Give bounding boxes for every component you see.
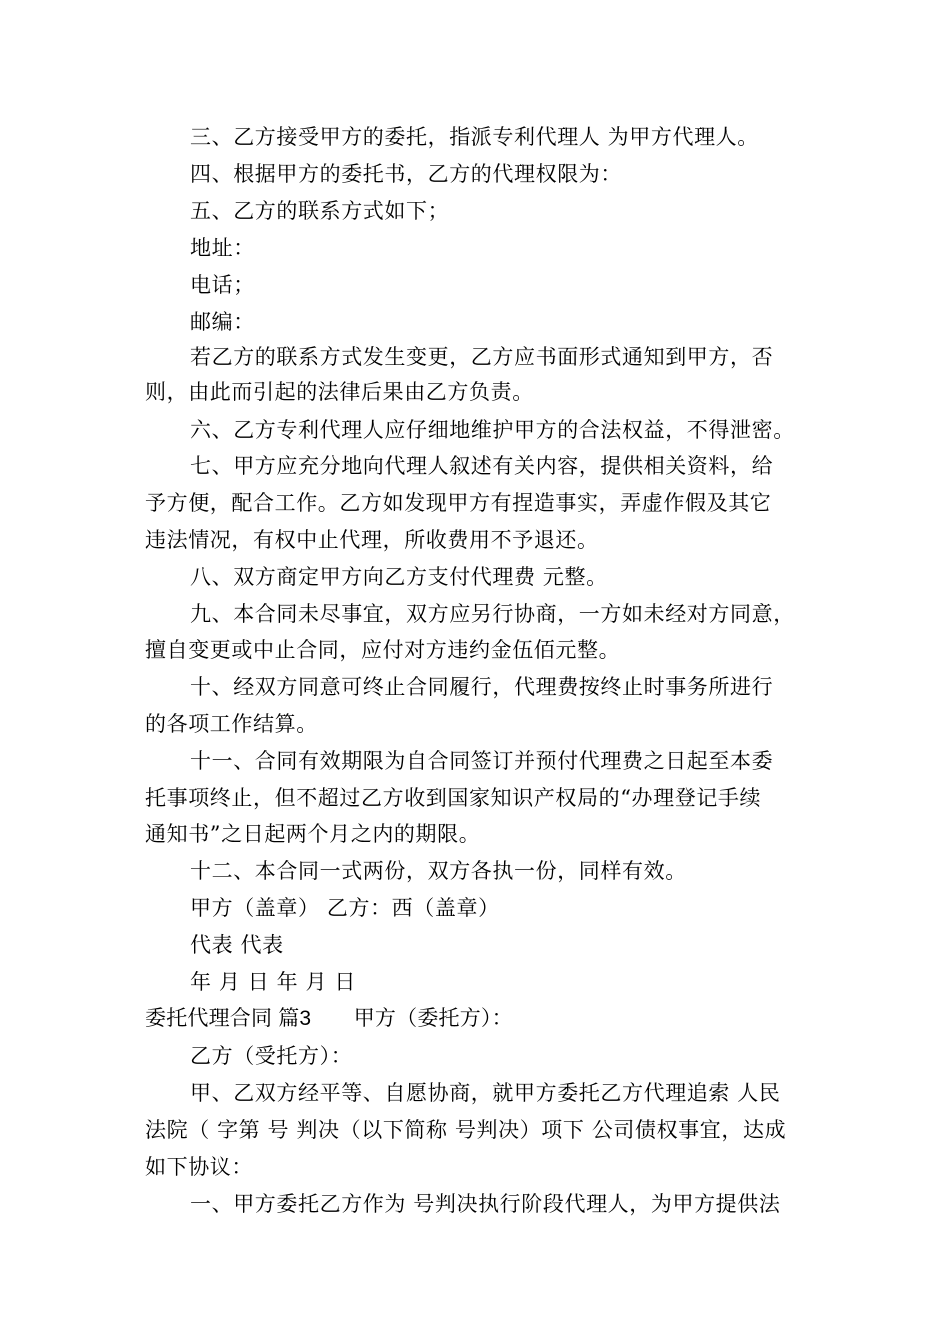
clause-12: 十二、本合同一式两份，双方各执一份，同样有效。 [190,859,687,883]
clause-7-line-3: 违法情况，有权中止代理，所收费用不予退还。 [145,528,599,552]
preamble-line-3: 如下协议： [145,1155,253,1179]
clause-6: 六、乙方专利代理人应仔细地维护甲方的合法权益，不得泄密。 [190,418,795,442]
contact-change-line-1: 若乙方的联系方式发生变更，乙方应书面形式通知到甲方，否 [190,345,774,369]
preamble-line-1: 甲、乙双方经平等、自愿协商，就甲方委托乙方代理追索 人民 [190,1081,781,1105]
signature-dates: 年 月 日 年 月 日 [190,970,356,994]
clause-11-line-3: 通知书”之日起两个月之内的期限。 [145,822,481,846]
preamble-line-2: 法院（ 字第 号 判决（以下简称 号判决）项下 公司债权事宜，达成 [145,1118,787,1142]
clause-5: 五、乙方的联系方式如下； [190,199,450,223]
clause-11-line-2: 托事项终止，但不超过乙方收到国家知识产权局的“办理登记手续 [145,786,762,810]
clause-7-line-2: 予方便，配合工作。乙方如发现甲方有捏造事实，弄虚作假及其它 [145,491,772,515]
contract-3-heading: 委托代理合同 篇3 甲方（委托方）： [145,1007,513,1030]
contact-change-line-2: 则，由此而引起的法律后果由乙方负责。 [145,380,534,404]
clause-7-line-1: 七、甲方应充分地向代理人叙述有关内容，提供相关资料，给 [190,454,774,478]
signature-seals: 甲方（盖章） 乙方：西（盖章） [190,896,500,920]
clause-11-line-1: 十一、合同有效期限为自合同签订并预付代理费之日起至本委 [190,749,774,773]
clause-9-line-2: 擅自变更或中止合同，应付对方违约金伍佰元整。 [145,638,621,662]
party-b-label: 乙方（受托方）： [190,1044,353,1068]
address-label: 地址： [190,236,255,260]
clause-8: 八、双方商定甲方向乙方支付代理费 元整。 [190,565,608,589]
clause-3: 三、乙方接受甲方的委托，指派专利代理人 为甲方代理人。 [190,125,759,149]
signature-representatives: 代表 代表 [190,933,284,957]
clause-10-line-2: 的各项工作结算。 [145,712,318,736]
clause-9-line-1: 九、本合同未尽事宜，双方应另行协商，一方如未经对方同意， [190,602,795,626]
clause-4: 四、根据甲方的委托书，乙方的代理权限为： [190,162,622,186]
clause-10-line-1: 十、经双方同意可终止合同履行，代理费按终止时事务所进行 [190,675,774,699]
postcode-label: 邮编： [190,310,255,334]
phone-label: 电话； [190,273,255,297]
contract-3-clause-1: 一、甲方委托乙方作为 号判决执行阶段代理人，为甲方提供法 [190,1192,781,1216]
